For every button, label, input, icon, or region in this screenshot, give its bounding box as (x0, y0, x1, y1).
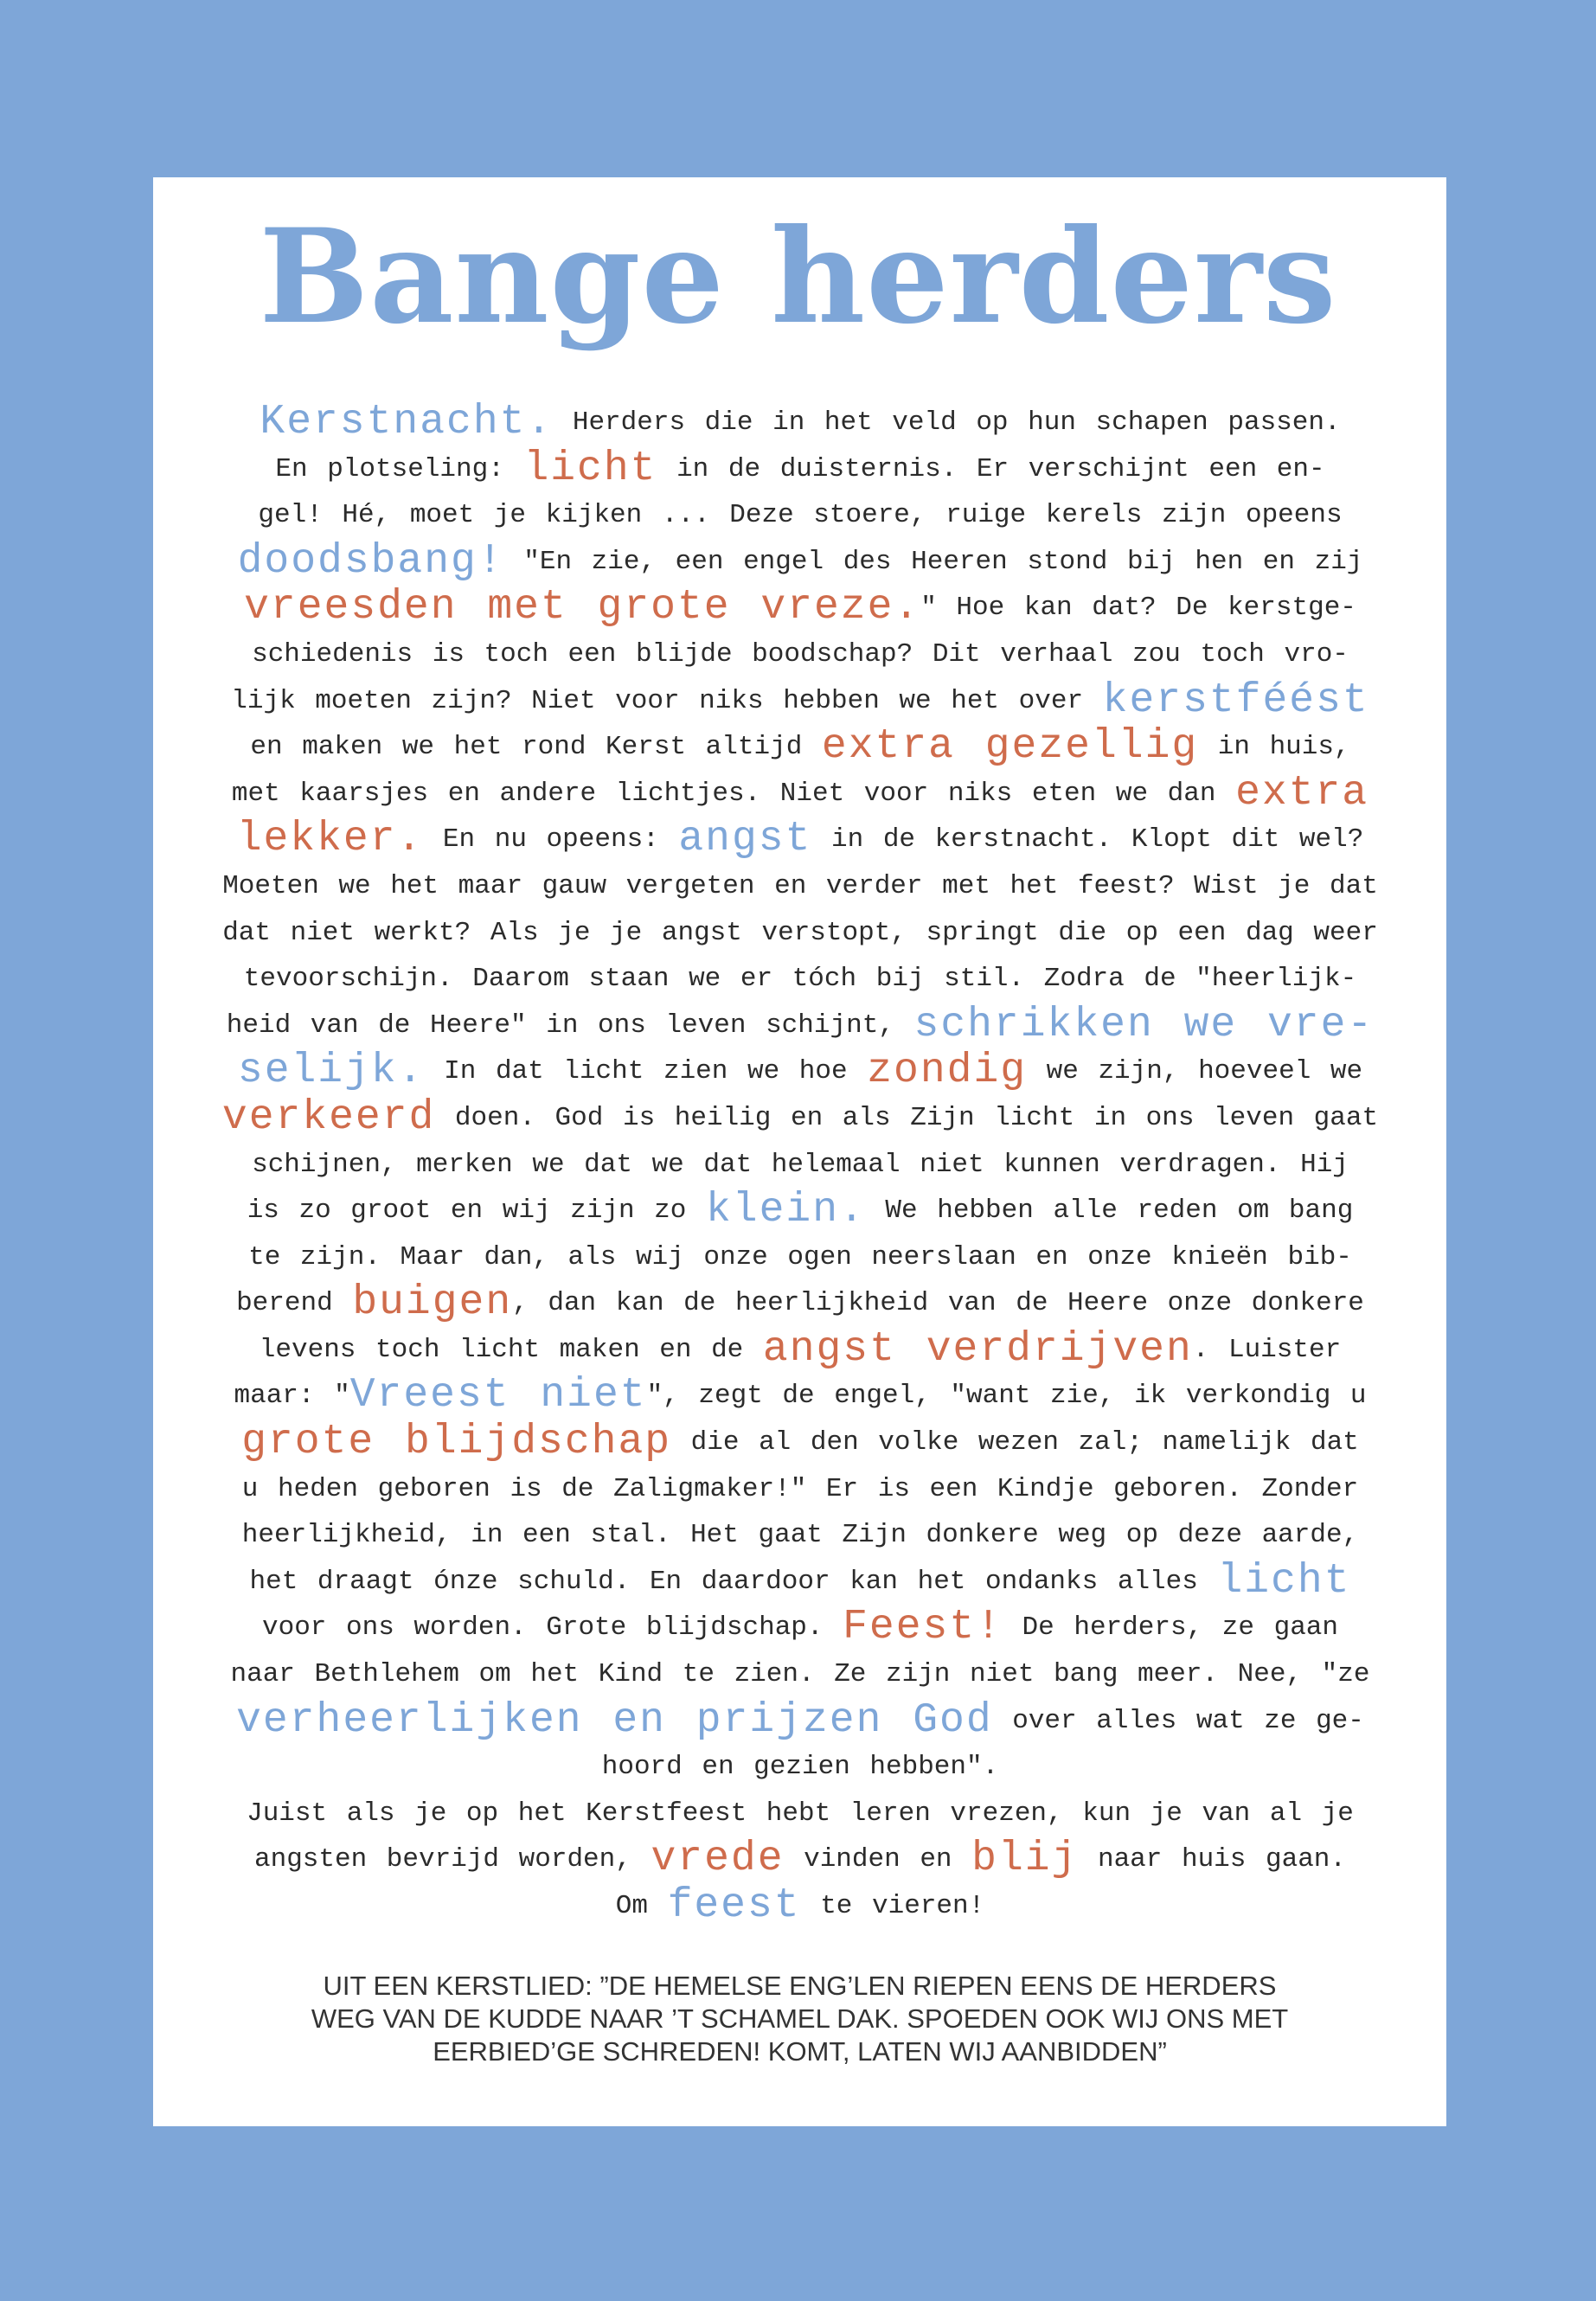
body-text-segment: te zijn. Maar dan, als wij onze ogen neerslaan en onze knieën bib- (248, 1241, 1352, 1272)
body-text-segment: en maken we het rond Kerst altijd (250, 732, 822, 763)
body-text-segment: berend (236, 1288, 353, 1319)
body-line (195, 492, 1406, 539)
highlight-word: licht (1217, 1557, 1351, 1605)
highlight-word: licht (523, 445, 657, 492)
body-text-segment: te vieren! (800, 1891, 985, 1921)
body-line (195, 1836, 1406, 1883)
body-text-segment: in de kerstnacht. Klopt dit wel? (811, 824, 1364, 856)
highlight-word: angst (678, 816, 812, 863)
body-line (195, 1280, 1406, 1327)
body-line (195, 817, 1406, 863)
body-line (195, 1048, 1406, 1095)
body-text-segment: Herders die in het veld op hun schapen passen. (553, 407, 1341, 438)
body-line (195, 1234, 1406, 1281)
body-text-segment: Om (615, 1891, 668, 1921)
body-line (195, 1651, 1406, 1698)
body-text-segment: Moeten we het maar gauw vergeten en verder met het feest? Wist je dat (222, 870, 1378, 901)
body-line (195, 539, 1406, 586)
highlight-word: Feest! (843, 1604, 1003, 1651)
highlight-word: feest (667, 1882, 801, 1929)
body-line (195, 1605, 1406, 1651)
body-text-segment: in huis, (1198, 732, 1350, 763)
footer-line: EERBIED’GE SCHREDEN! KOMT, LATEN WIJ AANBIDDEN” (433, 2036, 1167, 2067)
highlight-word: klein. (705, 1187, 866, 1234)
body-text-segment: schiedenis is toch een blijde boodschap? Dit verhaal zou toch vro- (252, 638, 1349, 670)
body-text-segment: we zijn, hoeveel we (1027, 1056, 1363, 1087)
body-text-segment: lijk moeten zijn? Niet voor niks hebben we het over (231, 685, 1103, 716)
body-text-segment: gel! Hé, moet je kijken ... Deze stoere, ruige kerels zijn opeens (258, 500, 1343, 531)
highlight-word: kerstféést (1102, 676, 1369, 724)
body-line (195, 863, 1406, 910)
highlight-word: schrikken we vre- (913, 1001, 1375, 1048)
body-line (195, 1559, 1406, 1606)
body-line (195, 1698, 1406, 1745)
highlight-word: extra (1235, 769, 1369, 817)
body-line (195, 1095, 1406, 1142)
highlight-word: zondig (867, 1048, 1028, 1095)
body-text-segment: naar Bethlehem om het Kind te zien. Ze zijn niet bang meer. Nee, "ze (230, 1659, 1370, 1690)
highlight-word: vrede (651, 1836, 785, 1883)
body-text-segment: En nu opeens: (423, 824, 679, 856)
body-line (195, 724, 1406, 771)
body-line (195, 631, 1406, 678)
body-line (195, 1883, 1406, 1930)
body-text-segment: Juist als je op het Kerstfeest hebt leren vrezen, kun je van al je (247, 1798, 1354, 1829)
body-text-segment: u heden geboren is de Zaligmaker!" Er is een Kindje geboren. Zonder (241, 1473, 1359, 1504)
body-text-segment: En plotseling: (275, 453, 524, 484)
highlight-word: lekker. (236, 816, 424, 863)
highlight-word: verkeerd (221, 1093, 436, 1141)
body-text-segment: vinden en (784, 1844, 972, 1875)
body-text-segment: "En zie, een engel des Heeren stond bij hen en zij (503, 546, 1363, 577)
body-line (195, 956, 1406, 1003)
body-line (195, 910, 1406, 957)
body-text-segment: We hebben alle reden om bang (865, 1195, 1354, 1227)
body-text-segment: doen. God is heilig en als Zijn licht in ons leven gaat (435, 1102, 1379, 1133)
body-text-segment: het draagt ónze schuld. En daardoor kan het ondanks alles (249, 1566, 1218, 1597)
highlight-word: verheerlijken en prijzen God (236, 1696, 993, 1744)
body-text-segment: naar huis gaan. (1078, 1844, 1347, 1875)
body-line (195, 1466, 1406, 1513)
body-text-segment: die al den volke wezen zal; namelijk dat (671, 1427, 1359, 1458)
footer-quote (153, 1970, 1446, 2068)
footer-line: UIT EEN KERSTLIED: ”DE HEMELSE ENG’LEN RIEPEN EENS DE HERDERS (323, 1971, 1277, 2001)
highlight-word: extra gezellig (821, 723, 1199, 771)
highlight-word: blij (971, 1836, 1079, 1883)
highlight-word: grote blijdschap (241, 1419, 672, 1466)
highlight-word: Vreest niet (349, 1372, 647, 1420)
body-line (195, 585, 1406, 631)
body-line (195, 1003, 1406, 1049)
body-line (195, 1512, 1406, 1559)
article-body (195, 400, 1406, 1930)
body-line (195, 446, 1406, 493)
body-text-segment: dat niet werkt? Als je je angst verstopt, springt die op een dag weer (222, 917, 1378, 948)
body-text-segment: levens toch licht maken en de (259, 1334, 763, 1365)
body-text-segment: In dat licht zien we hoe (424, 1056, 868, 1087)
body-line (195, 400, 1406, 446)
body-line (195, 771, 1406, 817)
body-text-segment: , dan kan de heerlijkheid van de Heere onze donkere (512, 1288, 1364, 1319)
body-text-segment: is zo groot en wij zijn zo (247, 1195, 706, 1227)
body-text-segment: voor ons worden. Grote blijdschap. (262, 1612, 843, 1644)
body-text-segment: tevoorschijn. Daarom staan we er tóch bij stil. Zodra de "heerlijk- (243, 964, 1357, 995)
body-text-segment: maar: " (234, 1381, 350, 1412)
highlight-word: doodsbang! (237, 537, 504, 585)
body-text-segment: hoord en gezien hebben". (601, 1752, 999, 1783)
body-text-segment: " Hoe kan dat? De kerstge- (920, 593, 1356, 624)
body-text-segment: angsten bevrijd worden, (253, 1844, 651, 1875)
highlight-word: angst verdrijven (762, 1325, 1193, 1373)
body-line (195, 678, 1406, 725)
highlight-word: Kerstnacht. (260, 399, 554, 445)
highlight-word: selijk. (237, 1048, 425, 1095)
body-text-segment: schijnen, merken we dat we dat helemaal niet kunnen verdragen. Hij (252, 1149, 1349, 1180)
body-text-segment: heid van de Heere" in ons leven schijnt, (226, 1009, 914, 1041)
body-line (195, 1142, 1406, 1189)
body-text-segment: De herders, ze gaan (1002, 1612, 1338, 1644)
body-text-segment: . Luister (1192, 1334, 1342, 1365)
body-line (195, 1420, 1406, 1466)
body-line (195, 1791, 1406, 1837)
body-text-segment: over alles wat ze ge- (992, 1705, 1364, 1736)
body-text-segment: heerlijkheid, in een stal. Het gaat Zijn donkere weg op deze aarde, (241, 1520, 1359, 1551)
body-text-segment: in de duisternis. Er verschijnt een en- (657, 453, 1325, 484)
page-title: Bange herders (259, 201, 1337, 353)
body-line (195, 1744, 1406, 1791)
body-line (195, 1188, 1406, 1234)
body-line (195, 1327, 1406, 1374)
highlight-word: buigen (352, 1279, 513, 1327)
body-line (195, 1373, 1406, 1420)
footer-line: WEG VAN DE KUDDE NAAR ’T SCHAMEL DAK. SPOEDEN OOK WIJ ONS MET (311, 2003, 1289, 2034)
highlight-word: vreesden met grote vreze. (244, 584, 921, 631)
body-text-segment: ", zegt de engel, "want zie, ik verkondig u (646, 1381, 1367, 1412)
body-text-segment: met kaarsjes en andere lichtjes. Niet voor niks eten we dan (231, 778, 1236, 809)
